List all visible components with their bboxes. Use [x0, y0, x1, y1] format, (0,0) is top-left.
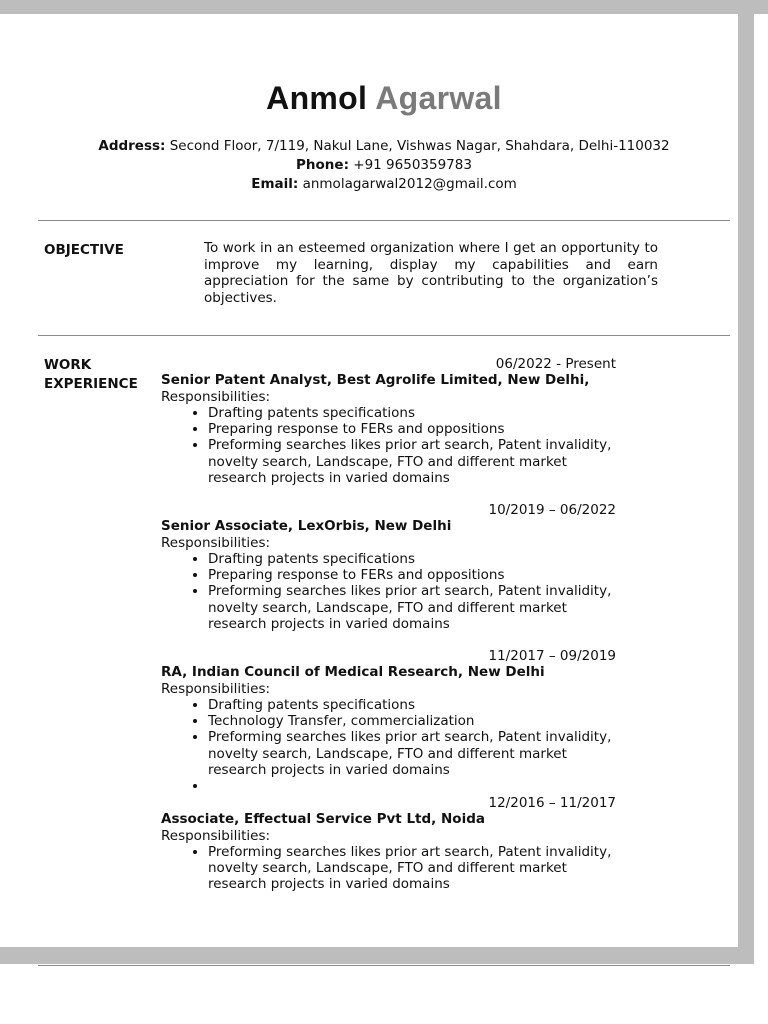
job-title: Senior Patent Analyst, Best Agrolife Limited, New Delhi,	[161, 372, 590, 389]
address-label: Address:	[98, 138, 166, 154]
email-value: anmolagarwal2012@gmail.com	[302, 176, 517, 192]
list-item: • Technology Transfer, commercialization	[208, 713, 616, 729]
list-item: • Preforming searches likes prior art search, Patent invalidity, novelty search, Landscape, FTO and different market research projects in varied domains	[208, 437, 616, 486]
divider	[38, 220, 730, 221]
responsibilities-list	[161, 405, 616, 486]
list-item: • Drafting patents specifications	[208, 405, 616, 421]
list-item: • Drafting patents specifications	[208, 697, 616, 713]
list-item: • Drafting patents specifications	[208, 551, 616, 567]
job-entry	[161, 502, 616, 632]
job-dates: 06/2022 - Present	[495, 356, 616, 372]
phone-line	[0, 157, 768, 173]
responsibilities-label: Responsibilities:	[161, 827, 271, 844]
job-title: RA, Indian Council of Medical Research, New Delhi	[161, 664, 545, 681]
candidate-name	[0, 80, 768, 117]
divider	[38, 335, 730, 336]
job-entry	[161, 648, 616, 794]
email-line	[0, 176, 768, 192]
list-item: • Preforming searches likes prior art search, Patent invalidity, novelty search, Landscape, FTO and different market research projects in varied domains	[208, 583, 616, 632]
phone-label: Phone:	[296, 157, 349, 173]
first-name: Anmol	[266, 80, 368, 116]
job-entry	[161, 795, 616, 893]
viewer-frame-bottom	[0, 947, 754, 964]
work-heading-line1: WORK	[44, 357, 92, 373]
responsibilities-label: Responsibilities:	[161, 534, 271, 551]
objective-heading: OBJECTIVE	[44, 242, 124, 258]
address-value: Second Floor, 7/119, Nakul Lane, Vishwas Nagar, Shahdara, Delhi-110032	[169, 138, 670, 154]
work-experience-heading	[44, 356, 154, 394]
job-dates: 12/2016 – 11/2017	[488, 795, 616, 811]
viewer-frame-top	[0, 0, 768, 14]
last-name: Agarwal	[375, 80, 502, 116]
job-title: Senior Associate, LexOrbis, New Delhi	[161, 518, 452, 535]
responsibilities-label: Responsibilities:	[161, 680, 271, 697]
list-item: • Preforming searches likes prior art search, Patent invalidity, novelty search, Landscape, FTO and different market research projects in varied domains	[208, 729, 616, 778]
work-heading-line2: EXPERIENCE	[44, 376, 138, 392]
responsibilities-label: Responsibilities:	[161, 388, 271, 405]
responsibilities-list	[161, 551, 616, 632]
job-dates: 11/2017 – 09/2019	[488, 648, 616, 664]
empty-list-item	[208, 778, 616, 794]
phone-value: +91 9650359783	[353, 157, 472, 173]
job-title: Associate, Effectual Service Pvt Ltd, Noida	[161, 811, 485, 828]
objective-text: To work in an esteemed organization where I get an opportunity to improve my learning, display my capabilities and earn appreciation for the same by contributing to the organization’s objectives.	[204, 240, 658, 306]
job-entry	[161, 356, 616, 486]
list-item: • Preforming searches likes prior art search, Patent invalidity, novelty search, Landscape, FTO and different market research projects in varied domains	[208, 844, 616, 893]
responsibilities-list	[161, 844, 616, 893]
list-item: • Preparing response to FERs and oppositions	[208, 421, 616, 437]
job-dates: 10/2019 – 06/2022	[488, 502, 616, 518]
email-label: Email:	[251, 176, 299, 192]
responsibilities-list	[161, 697, 616, 794]
list-item: • Preparing response to FERs and oppositions	[208, 567, 616, 583]
address-line	[0, 138, 768, 154]
divider	[38, 965, 730, 966]
